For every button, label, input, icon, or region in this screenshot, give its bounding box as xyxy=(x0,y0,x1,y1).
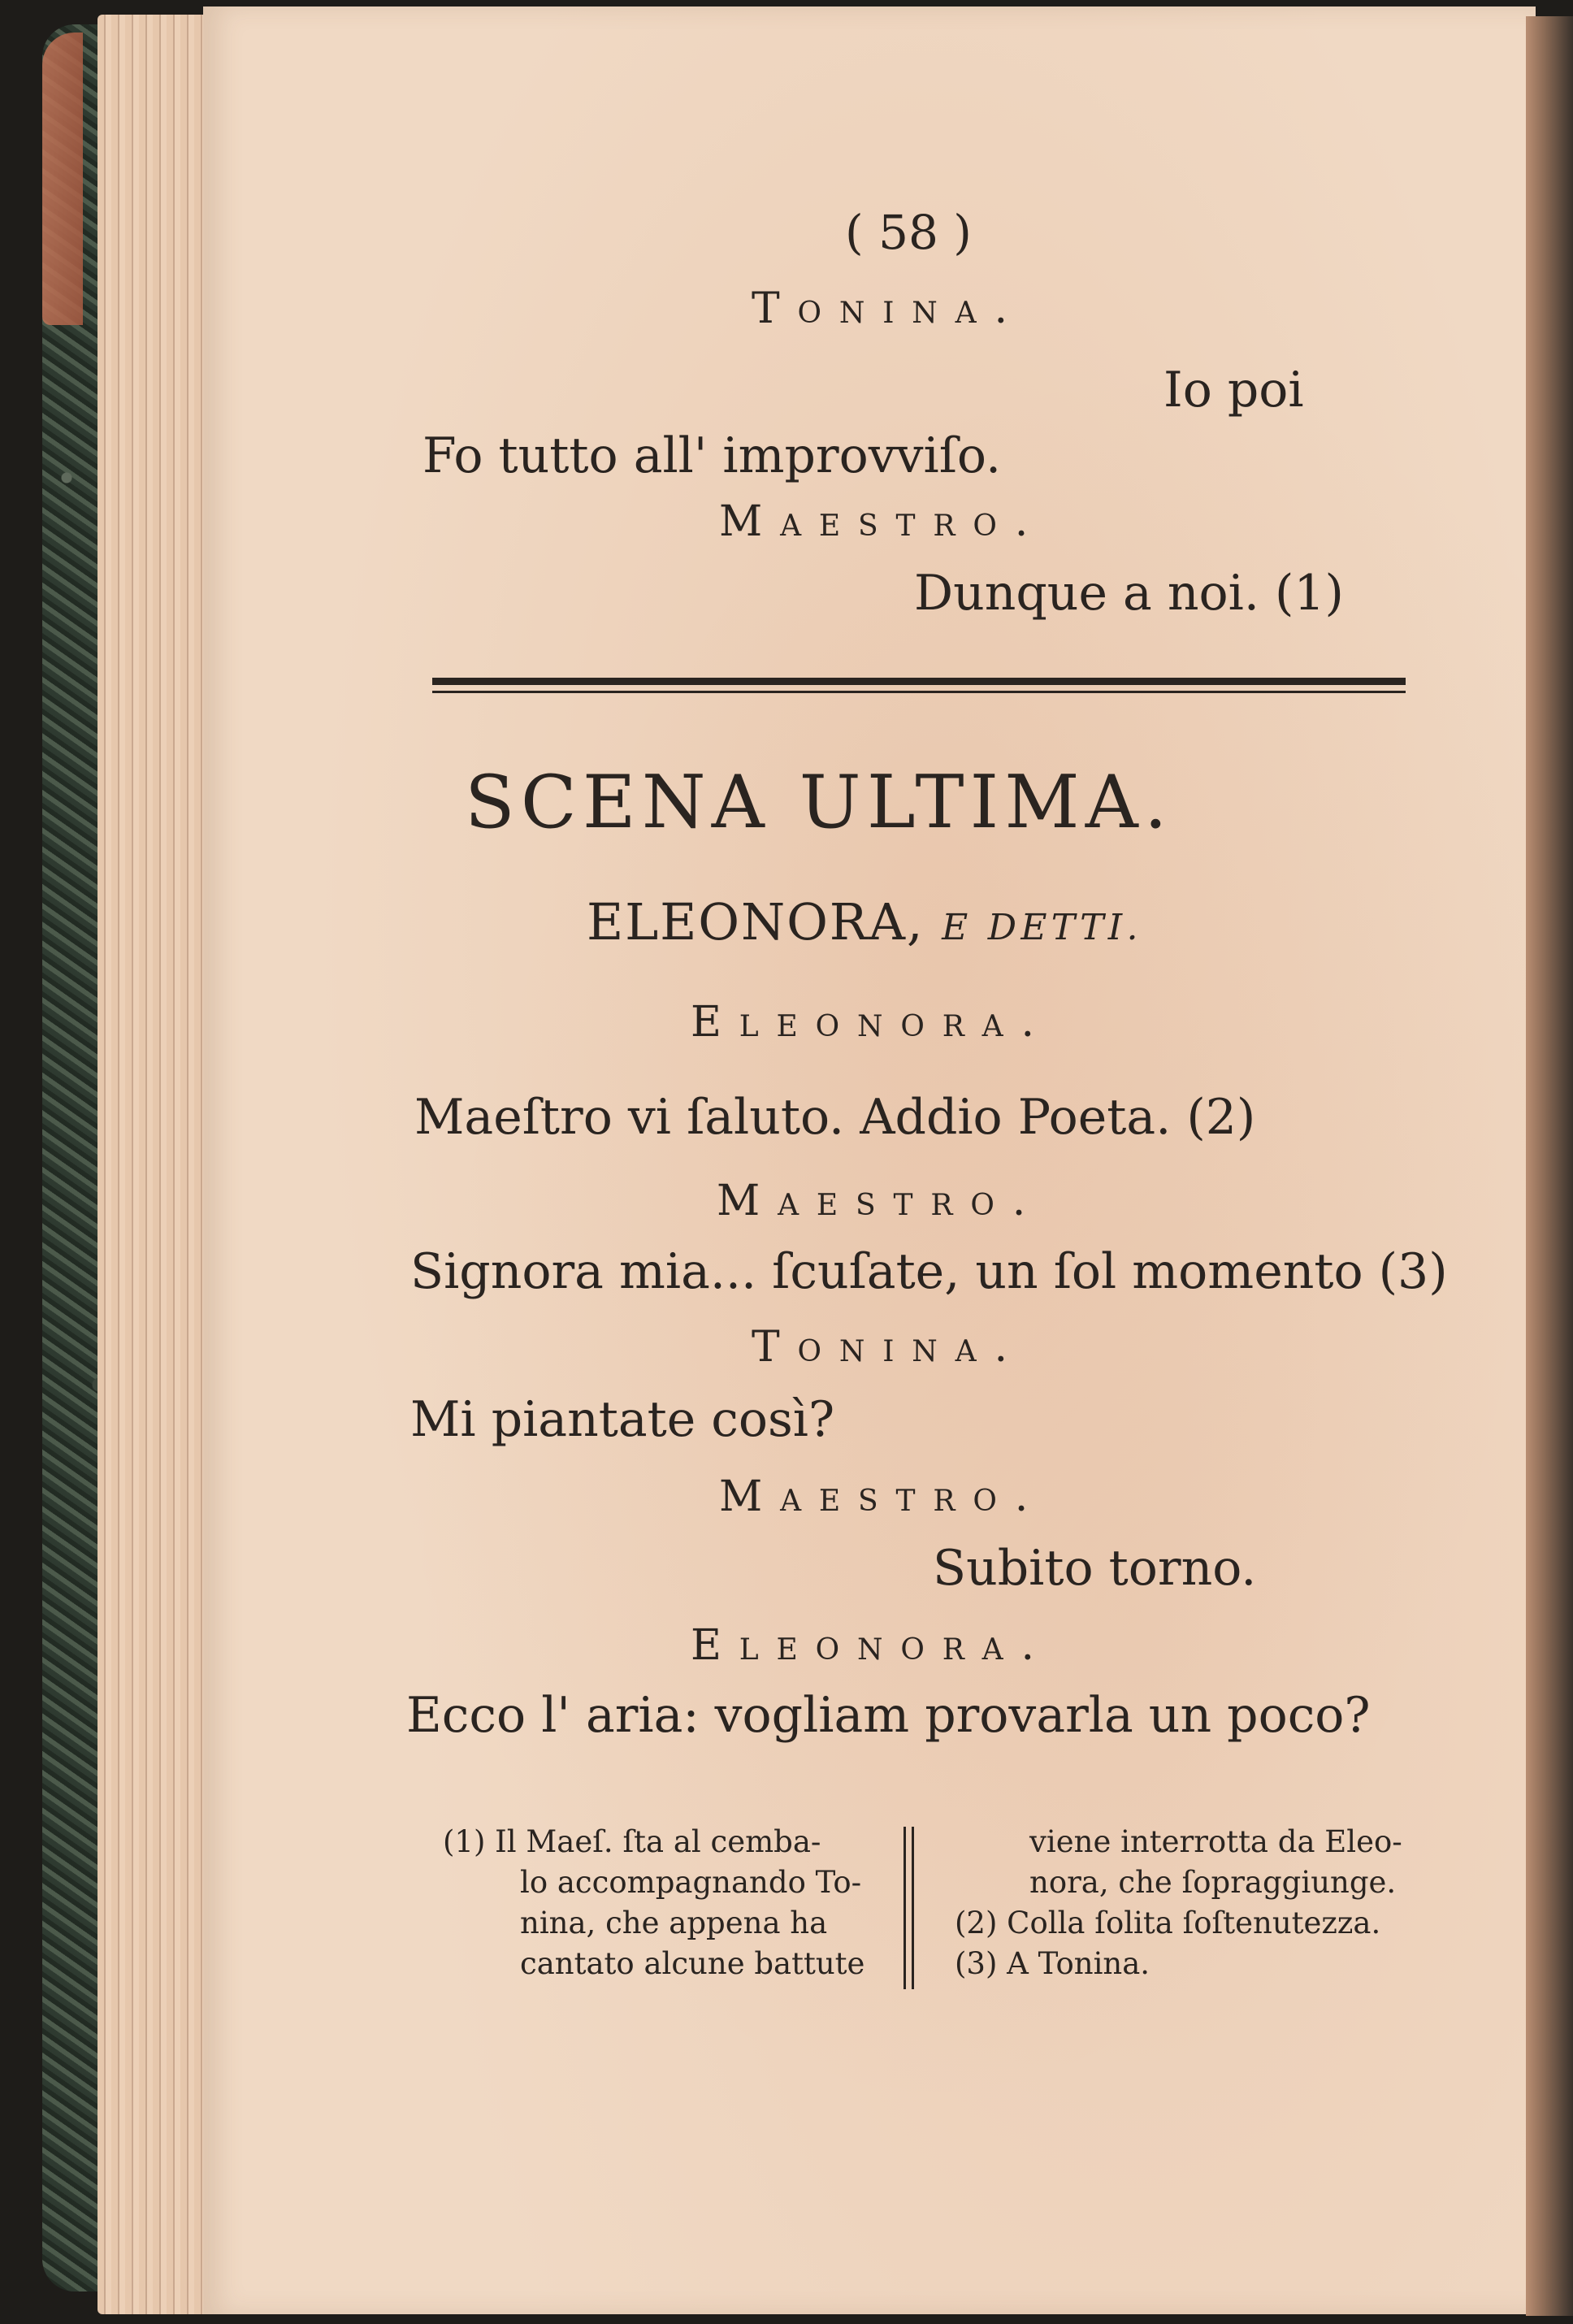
speaker-maestro: Maestro. xyxy=(717,1177,1044,1225)
verse-line: Dunque a noi. (1) xyxy=(914,565,1344,622)
verse-line: Signora mia... ſcuſate, un ſol momento (3) xyxy=(410,1243,1448,1300)
scene-title: SCENA ULTIMA. xyxy=(465,760,1173,845)
speaker-maestro: Maestro. xyxy=(719,1472,1046,1521)
footnote-divider xyxy=(912,1827,914,1989)
page-number: ( 58 ) xyxy=(845,205,972,260)
speaker-eleonora: Eleonora. xyxy=(691,998,1052,1047)
footnote-line: (1) Il Maeſ. ſta al cemba- xyxy=(443,1824,821,1859)
speaker-maestro: Maestro. xyxy=(719,497,1046,546)
footnote-divider xyxy=(904,1827,906,1989)
cover-corner-leather xyxy=(42,33,83,325)
scene-subtitle xyxy=(587,892,1142,952)
footnote-line: viene interrotta da Eleo- xyxy=(1029,1824,1402,1859)
verse-line: Ecco l' aria: vogliam provarla un poco? xyxy=(406,1687,1371,1744)
footnote-line: (2) Colla ſolita ſoſtenutezza. xyxy=(955,1906,1381,1940)
gutter-shadow xyxy=(1526,16,1573,2316)
speaker-tonina: Tonina. xyxy=(752,1323,1025,1372)
verse-line: Subito torno. xyxy=(933,1540,1257,1597)
scene-subtitle-name: ELEONORA, xyxy=(587,892,925,952)
verse-line: Mi piantate così? xyxy=(410,1391,835,1448)
verse-line: Maeſtro vi ſaluto. Addio Poeta. (2) xyxy=(414,1089,1256,1146)
footnote-line: nina, che appena ha xyxy=(520,1906,828,1940)
footnote-line: lo accompagnando To- xyxy=(520,1865,862,1900)
speaker-eleonora: Eleonora. xyxy=(691,1621,1052,1670)
footnote-line: cantato alcune battute xyxy=(520,1946,865,1981)
scene-subtitle-detti: E DETTI. xyxy=(942,907,1142,948)
footnotes-right-column xyxy=(955,1822,1410,1984)
verse-line: Io poi xyxy=(1164,362,1304,418)
footnote-line: nora, che ſopraggiunge. xyxy=(1029,1865,1397,1900)
footnote-line: (3) A Tonina. xyxy=(955,1946,1150,1981)
footnotes-left-column xyxy=(443,1822,890,1984)
verse-line: Fo tutto all' improvviſo. xyxy=(422,427,1002,484)
speaker-tonina: Tonina. xyxy=(752,284,1025,333)
section-rule-thin xyxy=(432,691,1406,693)
section-rule-thick xyxy=(432,678,1406,685)
